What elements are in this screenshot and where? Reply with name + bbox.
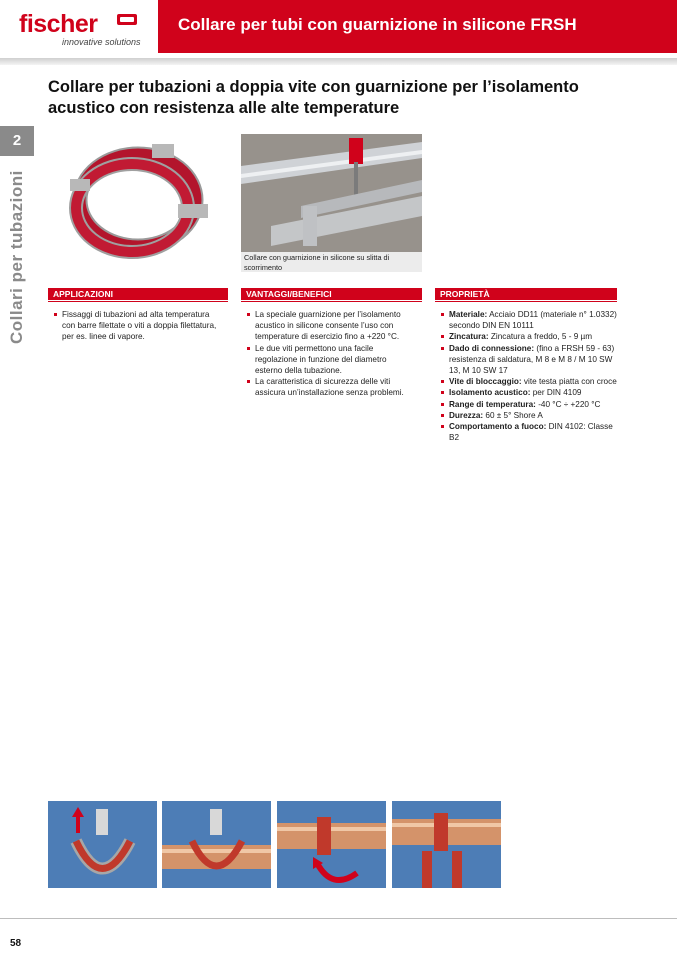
list-item: Fissaggi di tubazioni ad alta temperatura con barre filettate o viti a doppia filettatura, per es. linee di vapore. [53, 309, 223, 343]
list-item [440, 376, 617, 387]
property-value: 60 ± 5° Shore A [485, 410, 543, 420]
property-value: vite testa piatta con croce [523, 377, 617, 387]
property-label: Materiale: [449, 310, 488, 319]
property-value: per DIN 4109 [532, 388, 582, 398]
header-title: Collare per tubi con guarnizione in silicone FRSH [178, 15, 577, 34]
property-label: Durezza: [449, 410, 484, 420]
install-step-2-image [162, 801, 271, 888]
install-step-1-image [48, 801, 157, 888]
property-label: Comportamento a fuoco: [449, 422, 547, 432]
installation-photo [241, 134, 422, 252]
list-item [440, 421, 617, 443]
property-value: -40 °C ÷ +220 °C [538, 399, 601, 409]
property-value: (fino a FRSH 59 - 63) resistenza di saldatura, M 8 e M 8 / M 10 SW 13, M 10 SW 17 [449, 343, 615, 376]
brand-name: fischer [19, 10, 98, 38]
brand-logo [0, 0, 156, 58]
list-item: La speciale guarnizione per l’isolamento acustico in silicone consente l’uso con temperature di esercizio fino a +220 °C. [246, 309, 414, 343]
property-value: Acciaio DD11 (materiale n° 1.0332) secondo DIN EN 10111 [449, 310, 617, 331]
list-item [440, 399, 617, 410]
header-divider [0, 58, 677, 65]
photo-caption: Collare con guarnizione in silicone su slitta di scorrimento [241, 252, 422, 272]
applicazioni-list [53, 309, 223, 343]
section-heading-proprieta: PROPRIETÀ [435, 288, 617, 300]
footer-divider [0, 918, 677, 919]
property-label: Range di temperatura: [449, 399, 536, 409]
vantaggi-list [246, 309, 414, 399]
list-item [440, 387, 617, 398]
list-item [440, 410, 617, 421]
proprieta-list [440, 309, 617, 443]
list-item [440, 331, 617, 342]
install-step-4-image [392, 801, 501, 888]
property-value: Zincatura a freddo, 5 - 9 µm [490, 332, 593, 342]
chapter-label: Collari per tubazioni [7, 170, 26, 344]
page-number: 58 [10, 938, 22, 949]
install-step-3-image [277, 801, 386, 888]
property-value: DIN 4102: Classe B2 [449, 422, 613, 443]
chapter-number: 2 [0, 126, 34, 156]
section-heading-applicazioni: APPLICAZIONI [48, 288, 228, 300]
page-title: Collare per tubazioni a doppia vite con guarnizione per l’isolamento acustico con resistenza alle alte temperature [48, 78, 579, 117]
property-label: Zincatura: [449, 332, 489, 342]
brand-tagline: innovative solutions [62, 37, 141, 47]
brand-badge-icon [117, 14, 137, 25]
list-item: La caratteristica di sicurezza delle viti assicura un’installazione senza problemi. [246, 376, 414, 398]
product-photo [48, 134, 228, 270]
property-label: Dado di connessione: [449, 343, 535, 353]
list-item [440, 343, 617, 377]
property-label: Isolamento acustico: [449, 388, 531, 398]
list-item [440, 309, 617, 331]
property-label: Vite di bloccaggio: [449, 377, 522, 387]
section-heading-vantaggi: VANTAGGI/BENEFICI [241, 288, 422, 300]
list-item: Le due viti permettono una facile regolazione in funzione del diametro esterno della tubazione. [246, 343, 414, 377]
